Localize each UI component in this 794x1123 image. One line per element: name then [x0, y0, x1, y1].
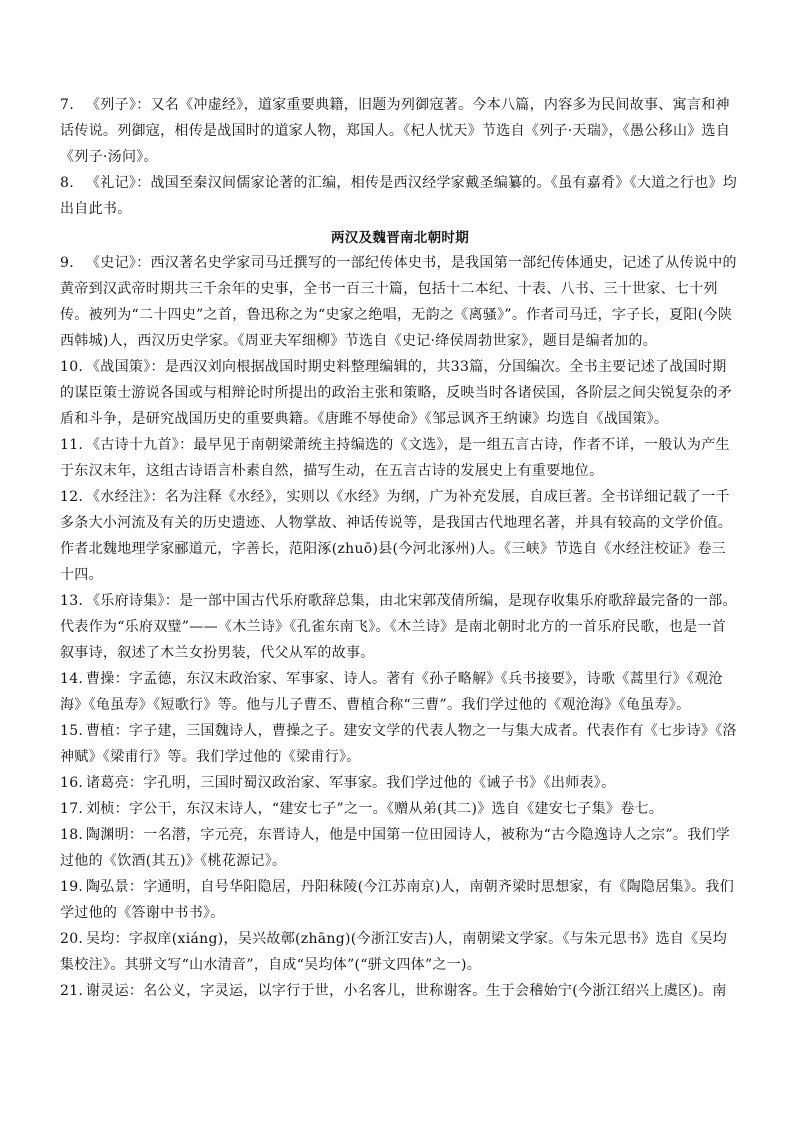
- entry-19: [60, 874, 740, 926]
- entry-7: [60, 92, 740, 170]
- entry-text: 吴均：字叔庠(xiáng)，吴兴故鄣(zhāng)(今浙江安吉)人，南朝梁文学家。《与朱元思书》选自《吴均集校注》。其骈文写“山水清音”，自成“吴均体”(“骈文四体”之一)。: [60, 931, 728, 973]
- entry-number: 19.: [60, 879, 84, 895]
- entry-17: [60, 796, 740, 822]
- entry-text: 陶渊明：一名潜，字元亮，东晋诗人，他是中国第一位田园诗人，被称为“古今隐逸诗人之宗”。我们学过他的《饮酒(其五)》《桃花源记》。: [60, 827, 731, 869]
- entry-number: 21.: [60, 983, 84, 999]
- entry-number: 8.: [60, 175, 74, 191]
- entry-13: [60, 588, 740, 666]
- entry-text: 刘桢：字公干，东汉末诗人，“建安七子”之一。《赠从弟(其二)》选自《建安七子集》卷七。: [86, 801, 664, 817]
- entry-number: 15.: [60, 723, 84, 739]
- entry-text: 曹操：字孟德，东汉末政治家、军事家、诗人。著有《孙子略解》《兵书接要》，诗歌《蒿里行》《观沧海》《龟虽寿》《短歌行》等。他与儿子曹丕、曹植合称“三曹”。我们学过他的《观沧海》《龟虽寿》。: [60, 671, 723, 713]
- section-title: 两汉及魏晋南北朝时期: [331, 230, 469, 246]
- entry-14: [60, 666, 740, 718]
- entry-number: 14.: [60, 671, 84, 687]
- entry-11: [60, 432, 740, 484]
- entry-number: 10.: [60, 359, 84, 375]
- entry-number: 17.: [60, 801, 84, 817]
- entry-text: 《乐府诗集》：是一部中国古代乐府歌辞总集，由北宋郭茂倩所编，是现存收集乐府歌辞最完备的一部。代表作为“乐府双璧”——《木兰诗》《孔雀东南飞》。《木兰诗》是南北朝时北方的一首乐府民歌，也是一首叙事诗，叙述了木兰女扮男装，代父从军的故事。: [60, 593, 737, 661]
- entry-21: [60, 978, 740, 1004]
- entry-20: [60, 926, 740, 978]
- entry-number: 18.: [60, 827, 84, 843]
- entry-text: 《礼记》：战国至秦汉间儒家论著的汇编，相传是西汉经学家戴圣编纂的。《虽有嘉肴》《大道之行也》均出自此书。: [60, 175, 738, 217]
- entry-15: [60, 718, 740, 770]
- entry-number: 9.: [60, 255, 74, 271]
- entry-text: 《战国策》：是西汉刘向根据战国时期史料整理编辑的，共33篇，分国编次。全书主要记述了战国时期的谋臣策士游说各国或与相辩论时所提出的政治主张和策略，反映当时各诸侯国，各阶层之间尖锐复杂的矛盾和斗争，是研究战国历史的重要典籍。《唐雎不辱使命》《邹忌讽齐王纳谏》均选自《战国策》。: [60, 359, 733, 427]
- entry-8: [60, 170, 740, 222]
- entry-10: [60, 354, 740, 432]
- document-page: [60, 92, 740, 1004]
- entry-text: 陶弘景：字通明，自号华阳隐居，丹阳秣陵(今江苏南京)人，南朝齐梁时思想家，有《陶隐居集》。我们学过他的《答谢中书书》。: [60, 879, 735, 921]
- entry-number: 13.: [60, 593, 84, 609]
- entry-number: 11.: [60, 437, 84, 453]
- entry-text: 谢灵运：名公义，字灵运，以字行于世，小名客儿，世称谢客。生于会稽始宁(今浙江绍兴上虞区)。南: [86, 983, 727, 999]
- entry-18: [60, 822, 740, 874]
- entry-text: 《列子》：又名《冲虚经》，道家重要典籍，旧题为列御寇著。今本八篇，内容多为民间故事、寓言和神话传说。列御寇，相传是战国时的道家人物，郑国人。《杞人忧天》节选自《列子·天瑞》，《愚公移山》选自《列子·汤问》。: [60, 97, 731, 165]
- entry-12: [60, 484, 740, 588]
- entry-text: 《水经注》：名为注释《水经》，实则以《水经》为纲，广为补充发展，自成巨著。全书详细记载了一千多条大小河流及有关的历史遗迹、人物掌故、神话传说等，是我国古代地理名著，并具有较高的文学价值。作者北魏地理学家郦道元，字善长，范阳涿(zhuō)县(今河北涿州)人。《三峡》节选自《水经注校证》卷三十四。: [60, 489, 733, 583]
- entry-number: 7.: [60, 97, 74, 113]
- entry-number: 12.: [60, 489, 84, 505]
- entry-text: 诸葛亮：字孔明，三国时蜀汉政治家、军事家。我们学过他的《诫子书》《出师表》。: [86, 775, 616, 791]
- entry-number: 16.: [60, 775, 84, 791]
- entry-text: 曹植：字子建，三国魏诗人，曹操之子。建安文学的代表人物之一与集大成者。代表作有《七步诗》《洛神赋》《梁甫行》等。我们学过他的《梁甫行》。: [60, 723, 737, 765]
- entry-number: 20.: [60, 931, 84, 947]
- entry-text: 《史记》：西汉著名史学家司马迁撰写的一部纪传体史书，是我国第一部纪传体通史，记述了从传说中的黄帝到汉武帝时期共三千余年的史事，全书一百三十篇，包括十二本纪、十表、八书、三十世家、七十列传。被列为“二十四史”之首，鲁迅称之为“史家之绝唱，无韵之《离骚》”。作者司马迁，字子长，夏阳(今陕西韩城)人，西汉历史学家。《周亚夫军细柳》节选自《史记·绛侯周勃世家》，题目是编者加的。: [60, 255, 737, 349]
- entry-text: 《古诗十九首》：最早见于南朝梁萧统主持编选的《文选》，是一组五言古诗，作者不详，一般认为产生于东汉末年，这组古诗语言朴素自然，描写生动，在五言古诗的发展史上有重要地位。: [60, 437, 730, 479]
- entry-9: [60, 250, 740, 354]
- entry-16: [60, 770, 740, 796]
